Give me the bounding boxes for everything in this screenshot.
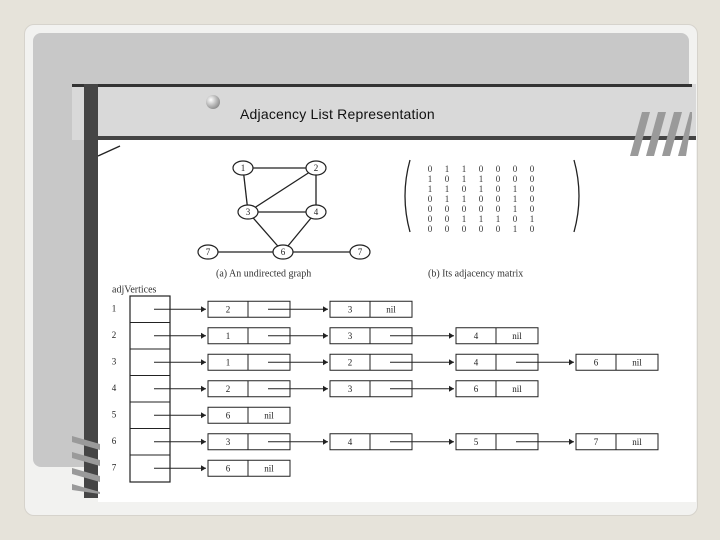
matrix-cell: 0: [427, 204, 433, 215]
list-node-value: 3: [225, 436, 231, 447]
list-node: [576, 354, 658, 370]
arrow-head: [449, 333, 454, 339]
graph-vertex-label: 7: [357, 247, 363, 258]
list-node-value: 2: [225, 383, 231, 394]
list-node-nil: nil: [386, 304, 396, 315]
matrix-cell: 1: [461, 194, 467, 205]
list-node-value: 7: [593, 436, 599, 447]
row-label: 2: [111, 329, 117, 340]
matrix-cell: 1: [427, 174, 433, 185]
list-node-value: 6: [473, 383, 479, 394]
figure-image: [98, 140, 696, 502]
list-node-value: 2: [347, 357, 353, 368]
matrix-cell: 0: [529, 224, 535, 235]
bullet-icon: [206, 95, 220, 109]
matrix-cell: 1: [512, 204, 518, 215]
matrix-cell: 0: [478, 194, 484, 205]
arrow-head: [323, 386, 328, 392]
row-label: 5: [111, 409, 117, 420]
list-node-value: 5: [473, 436, 479, 447]
slide-title: Adjacency List Representation: [240, 106, 435, 122]
matrix-cell: 1: [461, 174, 467, 185]
matrix-cell: 0: [444, 214, 450, 225]
matrix-cell: 0: [478, 224, 484, 235]
graph-vertex-label: 3: [245, 207, 251, 218]
list-node-value: 6: [225, 463, 231, 474]
arrow-head: [449, 359, 454, 365]
arrow-head: [323, 333, 328, 339]
matrix-cell: 1: [461, 164, 467, 175]
matrix-cell: 1: [512, 194, 518, 205]
matrix-cell: 0: [512, 164, 518, 175]
scan-edge-line: [98, 146, 120, 156]
matrix-cell: 0: [427, 214, 433, 225]
list-node-value: 2: [225, 304, 231, 315]
matrix-cell: 0: [461, 204, 467, 215]
matrix-cell: 0: [512, 214, 518, 225]
list-node-value: 1: [225, 357, 231, 368]
list-node-nil: nil: [632, 436, 642, 447]
list-node-value: 6: [225, 410, 231, 421]
matrix-cell: 0: [495, 174, 501, 185]
list-node-value: 3: [347, 383, 353, 394]
graph-vertex-label: 2: [313, 163, 319, 174]
matrix-cell: 0: [427, 194, 433, 205]
matrix-cell: 0: [478, 204, 484, 215]
list-node: [208, 460, 290, 476]
arrow-head: [201, 386, 206, 392]
matrix-cell: 0: [427, 164, 433, 175]
arrow-head: [449, 439, 454, 445]
matrix-cell: 0: [427, 224, 433, 235]
list-node-value: 4: [473, 330, 479, 341]
matrix-cell: 0: [529, 174, 535, 185]
graph-vertex-label: 6: [280, 247, 286, 258]
matrix-cell: 0: [478, 164, 484, 175]
list-label: adjVertices: [112, 284, 157, 296]
matrix-cell: 0: [495, 224, 501, 235]
matrix-cell: 0: [529, 164, 535, 175]
arrow-head: [201, 465, 206, 471]
corner-stripes-icon-bottom: [70, 430, 100, 494]
arrow-head: [201, 359, 206, 365]
graph-edge: [248, 168, 316, 212]
matrix-left-bracket: [405, 160, 410, 232]
list-node-value: 1: [225, 330, 231, 341]
graph-vertex-label: 1: [240, 163, 246, 174]
list-node: [456, 381, 538, 397]
matrix-cell: 0: [495, 184, 501, 195]
list-node: [330, 301, 412, 317]
matrix-cell: 1: [529, 214, 535, 225]
list-node-value: 3: [347, 304, 353, 315]
matrix-cell: 0: [529, 194, 535, 205]
graph-vertex-label: 7: [205, 247, 211, 258]
matrix-cell: 1: [444, 164, 450, 175]
list-node: [208, 407, 290, 423]
list-node-nil: nil: [512, 383, 522, 394]
arrow-head: [201, 412, 206, 418]
matrix-cell: 0: [512, 174, 518, 185]
list-node-value: 4: [473, 357, 479, 368]
graph-vertex-label: 4: [313, 207, 319, 218]
list-node-nil: nil: [264, 463, 274, 474]
matrix-cell: 1: [461, 214, 467, 225]
arrow-head: [201, 333, 206, 339]
matrix-cell: 1: [427, 184, 433, 195]
corner-stripes-icon: [628, 108, 692, 160]
list-node-nil: nil: [264, 410, 274, 421]
matrix-cell: 0: [529, 184, 535, 195]
list-node: [576, 434, 658, 450]
matrix-cell: 0: [444, 224, 450, 235]
graph-caption: (a) An undirected graph: [216, 268, 312, 280]
arrow-head: [323, 359, 328, 365]
matrix-right-bracket: [574, 160, 579, 232]
row-label: 7: [111, 462, 117, 473]
matrix-cell: 1: [444, 194, 450, 205]
row-label: 6: [111, 435, 117, 446]
matrix-cell: 1: [512, 224, 518, 235]
row-label: 1: [111, 303, 117, 314]
matrix-cell: 0: [529, 204, 535, 215]
arrow-head: [323, 439, 328, 445]
list-node-nil: nil: [512, 330, 522, 341]
list-node: [456, 328, 538, 344]
title-bar-bottom-rule: [97, 136, 696, 140]
matrix-cell: 0: [461, 224, 467, 235]
title-bar-top-rule: [72, 84, 692, 87]
list-node-nil: nil: [632, 357, 642, 368]
row-label: 4: [111, 382, 117, 393]
matrix-cell: 1: [495, 214, 501, 225]
arrow-head: [323, 306, 328, 312]
matrix-cell: 0: [444, 174, 450, 185]
matrix-cell: 1: [444, 184, 450, 195]
matrix-cell: 0: [495, 204, 501, 215]
matrix-cell: 0: [461, 184, 467, 195]
arrow-head: [569, 439, 574, 445]
arrow-head: [569, 359, 574, 365]
row-label: 3: [111, 356, 117, 367]
list-node-value: 6: [593, 357, 599, 368]
arrow-head: [201, 439, 206, 445]
list-node-value: 4: [347, 436, 353, 447]
matrix-caption: (b) Its adjacency matrix: [428, 268, 524, 280]
list-node-value: 3: [347, 330, 353, 341]
matrix-cell: 1: [478, 174, 484, 185]
arrow-head: [201, 306, 206, 312]
matrix-cell: 0: [495, 194, 501, 205]
matrix-cell: 1: [478, 214, 484, 225]
matrix-cell: 1: [512, 184, 518, 195]
arrow-head: [449, 386, 454, 392]
figure-graphic: [98, 140, 696, 502]
matrix-cell: 0: [495, 164, 501, 175]
matrix-cell: 1: [478, 184, 484, 195]
matrix-cell: 0: [444, 204, 450, 215]
